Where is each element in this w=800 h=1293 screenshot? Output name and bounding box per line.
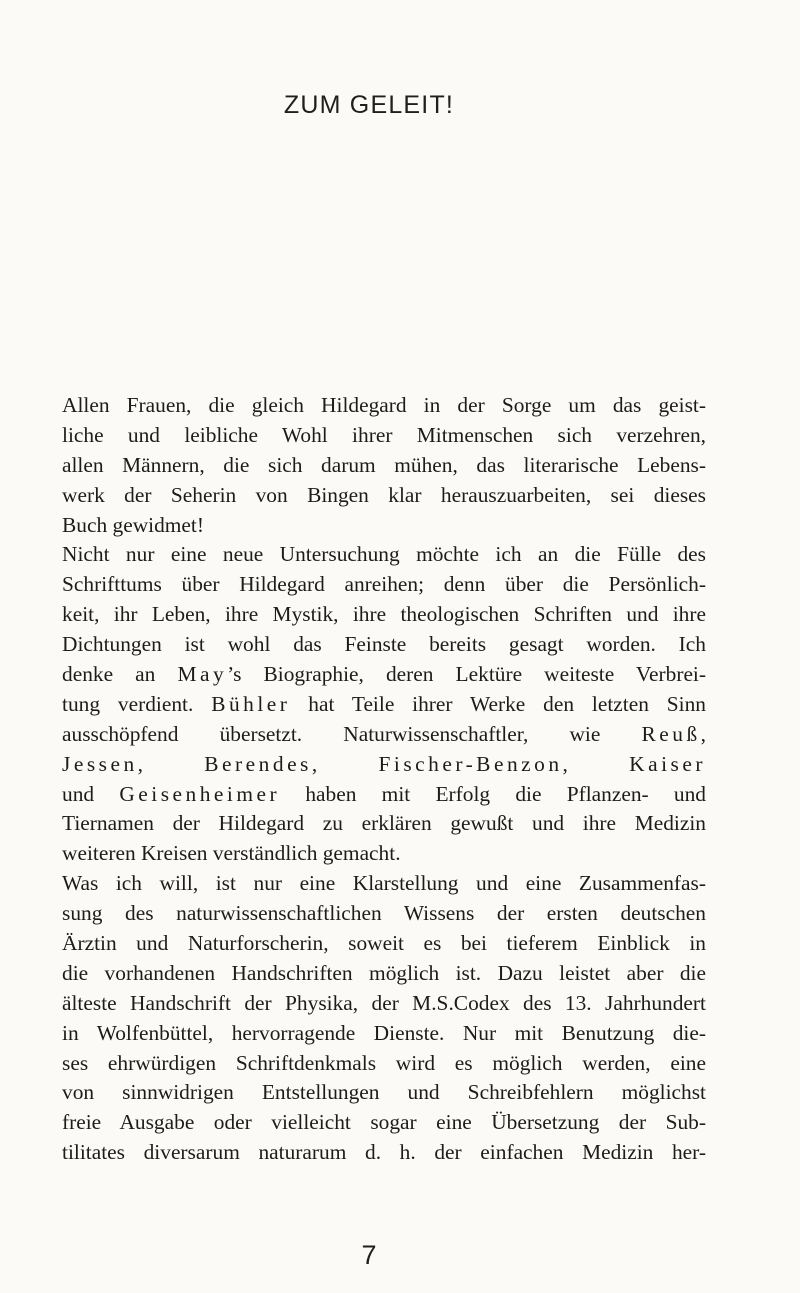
text-line: in Wolfenbüttel, hervorragende Dienste. Nur mit Benutzung die- [62, 1020, 706, 1045]
text-line: werk der Seherin von Bingen klar herauszuarbeiten, sei dieses [62, 482, 706, 507]
text-line: freie Ausgabe oder vielleicht sogar eine Übersetzung der Sub- [62, 1110, 706, 1135]
text-segment: ausschöpfend übersetzt. Naturwissenschaftler, wie [62, 721, 642, 746]
text-line: die vorhandenen Handschriften möglich ist. Dazu leistet aber die [62, 960, 706, 985]
text-segment: haben mit Erfolg die Pflanzen- und [280, 781, 706, 806]
author-name-buehler: Bühler [211, 691, 291, 716]
text-line: Buch gewidmet! [62, 512, 204, 537]
text-segment: , [700, 721, 706, 746]
text-line: sung des naturwissenschaftlichen Wissens der ersten deutschen [62, 901, 706, 926]
text-line: Ärztin und Naturforscherin, soweit es bei tieferem Einblick in [62, 931, 706, 956]
text-line: Tiernamen der Hildegard zu erklären gewußt und ihre Medizin [62, 811, 706, 836]
text-line [62, 780, 706, 810]
text-line: allen Männern, die sich darum mühen, das literarische Lebens- [62, 452, 706, 477]
author-name-may: May [177, 662, 228, 687]
text-line [62, 720, 706, 750]
text-line: Allen Frauen, die gleich Hildegard in der Sorge um das geist- [62, 393, 706, 417]
text-line: Dichtungen ist wohl das Feinste bereits gesagt worden. Ich [62, 632, 706, 657]
page-title: ZUM GELEIT! [283, 91, 455, 119]
text-line: weiteren Kreisen verständlich gemacht. [62, 841, 401, 866]
text-line: älteste Handschrift der Physika, der M.S.Codex des 13. Jahrhundert [62, 990, 706, 1015]
text-segment: hat Teile ihrer Werke den letzten Sinn [290, 691, 706, 716]
text-line [62, 660, 706, 690]
text-segment: ’s Biographie, deren Lektüre weiteste Verbrei- [227, 662, 706, 687]
dedication-text [62, 391, 706, 1168]
text-line: von sinnwidrigen Entstellungen und Schreibfehlern möglichst [62, 1080, 706, 1105]
author-name-reuss: Reuß [641, 721, 701, 746]
author-names-list: Jessen, Berendes, Fischer-Benzon, Kaiser [62, 751, 706, 776]
author-name-geisenheimer: Geisenheimer [119, 781, 281, 806]
text-line [62, 690, 706, 720]
text-line: liche und leibliche Wohl ihrer Mitmenschen sich verzehren, [62, 422, 706, 447]
text-segment: tung verdient. [62, 691, 212, 716]
text-line: Schrifttums über Hildegard anreihen; denn über die Persönlich- [62, 572, 706, 597]
text-segment: denke an [62, 662, 178, 687]
text-segment: und [62, 781, 120, 806]
text-line: keit, ihr Leben, ihre Mystik, ihre theologischen Schriften und ihre [62, 602, 706, 627]
page-number: 7 [361, 1240, 377, 1270]
text-line: Was ich will, ist nur eine Klarstellung und eine Zusammenfas- [62, 871, 706, 896]
text-line: ses ehrwürdigen Schriftdenkmals wird es möglich werden, eine [62, 1050, 706, 1075]
text-line [62, 750, 706, 780]
text-line: Nicht nur eine neue Untersuchung möchte ich an die Fülle des [62, 542, 706, 567]
text-line: tilitates diversarum naturarum d. h. der einfachen Medizin her- [62, 1140, 706, 1165]
